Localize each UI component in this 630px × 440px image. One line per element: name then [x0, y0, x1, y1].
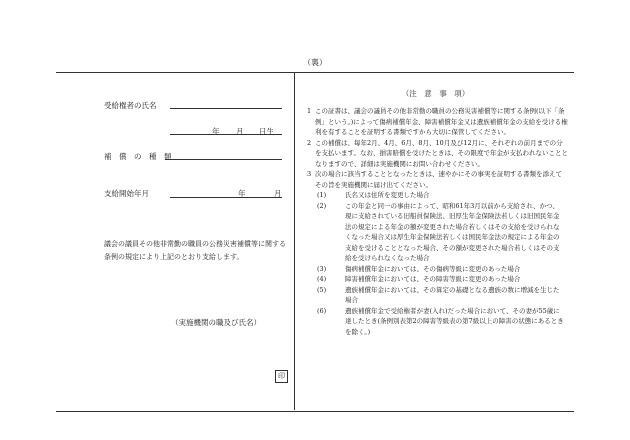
- item-text: 傷病補償年金においては、その傷病等級に変更のあった場合: [345, 264, 521, 273]
- payment-start-month: 月: [274, 189, 282, 198]
- item-number: (1): [317, 191, 327, 199]
- seal-mark: 印: [275, 370, 288, 383]
- birth-day-label: 日生: [259, 127, 274, 136]
- list-item: [303, 264, 568, 275]
- birth-date-line: [170, 134, 282, 135]
- note-number: 1: [307, 107, 312, 115]
- item-number: (6): [317, 306, 327, 315]
- list-item: [303, 306, 568, 338]
- note-number: 2: [307, 138, 312, 147]
- item-number: (4): [317, 275, 327, 283]
- list-item: [303, 274, 568, 285]
- item-number: (3): [317, 264, 327, 273]
- recipient-name-label: 受給権者の氏名: [104, 101, 157, 110]
- compensation-type-label: 補 償 の 種 類: [104, 152, 172, 161]
- list-item: [303, 201, 568, 264]
- list-item: [303, 285, 568, 306]
- item-text: この年金と同一の事由によって、昭和61年3月以前から支給され、かつ、現に支給されている旧船員保険法、旧厚生年金保険法若しくは旧国民年金法の規定による年金の額が変更された場合若しくはその支給を受けられなくなった場合又は厚生年金保険法若しくは国民年金法の規定による年金の支給を受けることとなった場合、その額が変更された場合若しくはその支給を受けられなくなった場合: [345, 201, 560, 262]
- birth-month-label: 月: [236, 127, 244, 136]
- note-text: この証書は、議会の議員その他非常勤の職員の公務災害補償等に関する条例(以下「条例」という。)によって傷病補償年金、障害補償年金又は遺族補償年金の支給を受ける権利を有することを証明する書類ですから大切に保管してください。: [315, 107, 568, 136]
- note-paragraph: [303, 169, 568, 190]
- note-text: この補償は、毎年2月、4月、6月、8月、10月及び12月に、それぞれの前月までの分を支払います。なお、損害賠償を受けたときは、その限度で年金が支払われないこととなりますので、詳細は実施機関にお問い合わせください。: [315, 138, 568, 168]
- page-title: （裏）: [303, 58, 327, 67]
- note-paragraph: [303, 106, 568, 138]
- item-number: (2): [317, 201, 327, 210]
- payment-start-label: 支給開始年月: [104, 189, 149, 198]
- agency-label: （実施機関の職及び氏名）: [171, 318, 261, 327]
- item-text: 遺族補償年金においては、その算定の基礎となる遺族の数に増減を生じた場合: [345, 285, 560, 304]
- note-text: 次の場合に該当することとなったときは、速やかにその事実を証明する書類を添えてその旨を実施機関に届け出てください。: [315, 170, 562, 189]
- item-text: 氏名又は住所を変更した場合: [345, 191, 430, 199]
- list-item: [303, 190, 568, 201]
- notes-title: （注 意 事 項）: [401, 89, 470, 98]
- item-number: (5): [317, 285, 327, 294]
- compensation-type-line: [165, 159, 282, 160]
- payment-start-line: [170, 197, 282, 198]
- notes-section: [303, 88, 568, 337]
- birth-year-label: 年: [212, 127, 220, 136]
- recipient-name-line: [170, 108, 282, 109]
- item-text: 遺族補償年金で受給権者が妻(入れ)だった場合において、その妻が55歳に達したとき(条例別表第2の障害等級表の第7級以上の障害の状態にあるときを除く。): [345, 306, 564, 336]
- note-number: 3: [307, 170, 312, 178]
- item-text: 障害補償年金においては、その障害等級に変更のあった場合: [345, 275, 521, 283]
- note-paragraph: [303, 138, 568, 170]
- payment-statement: 議会の議員その他非常勤の職員の公務災害補償等に関する条例の規定により上記のとおり支給します。: [104, 240, 286, 261]
- payment-start-year: 年: [238, 189, 246, 198]
- column-divider: [294, 72, 295, 410]
